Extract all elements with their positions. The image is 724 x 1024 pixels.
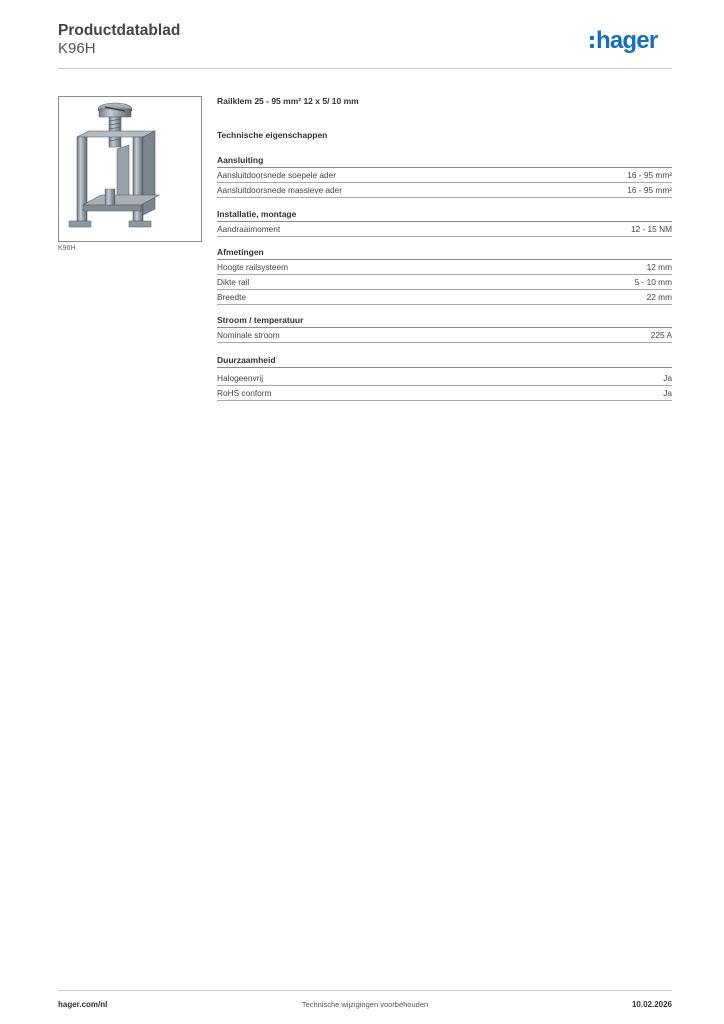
spec-label: Aansluitdoorsnede massieve ader: [217, 185, 342, 195]
spec-label: Breedte: [217, 292, 247, 302]
spec-value: 225 A: [650, 330, 672, 340]
hager-logo: [590, 28, 672, 54]
spec-label: Hoogte railsysteem: [217, 262, 289, 272]
product-code: K96H: [58, 40, 96, 57]
spec-row: [217, 386, 672, 401]
spec-row: [217, 168, 672, 183]
spec-value: 16 - 95 mm²: [627, 170, 672, 180]
spec-value: 16 - 95 mm²: [627, 185, 672, 195]
spec-label: Nominale stroom: [217, 330, 280, 340]
spec-value: Ja: [663, 388, 672, 398]
logo-mark-icon: [590, 36, 594, 50]
spec-label: Aansluitdoorsnede soepele ader: [217, 170, 337, 180]
spec-value: 5 - 10 mm: [634, 277, 672, 287]
section-afmetingen: [217, 246, 672, 305]
footer-notice: Technische wijzigingen voorbehouden: [301, 1000, 429, 1009]
section-stroom: [217, 314, 672, 343]
footer-date: 10.02.2026: [631, 1000, 672, 1009]
product-image: [58, 96, 202, 242]
spec-row: [217, 275, 672, 290]
spec-row: [217, 328, 672, 343]
image-caption: K96H: [58, 245, 76, 252]
page-title: Productdatablad: [58, 22, 181, 39]
spec-row: [217, 290, 672, 305]
section-duurzaamheid: [217, 354, 672, 401]
product-title: Railklem 25 - 95 mm² 12 x 5/ 10 mm: [217, 96, 359, 106]
spec-row: [217, 260, 672, 275]
section-title: Afmetingen: [217, 246, 672, 260]
spec-value: 12 - 15 NM: [630, 224, 672, 234]
page-footer: [58, 990, 672, 1013]
spec-value: 22 mm: [646, 292, 672, 302]
spec-label: Dikte rail: [217, 277, 250, 287]
spec-row: [217, 371, 672, 386]
section-aansluiting: [217, 154, 672, 198]
logo-text: hager: [596, 27, 658, 54]
page-header: [58, 22, 672, 69]
rail-clamp-image: [59, 97, 201, 241]
spec-row: [217, 183, 672, 198]
section-title: Aansluiting: [217, 154, 672, 168]
spec-value: Ja: [663, 373, 672, 383]
tech-properties-heading: Technische eigenschappen: [217, 130, 328, 140]
spec-label: Halogeenvrij: [217, 373, 264, 383]
spec-value: 12 mm: [646, 262, 672, 272]
section-title: Duurzaamheid: [217, 354, 672, 368]
section-installatie: [217, 208, 672, 237]
spec-label: Aandraaimoment: [217, 224, 281, 234]
section-title: Installatie, montage: [217, 208, 672, 222]
spec-row: [217, 222, 672, 237]
section-title: Stroom / temperatuur: [217, 314, 672, 328]
spec-label: RoHS conform: [217, 388, 272, 398]
footer-url[interactable]: hager.com/nl: [58, 1000, 108, 1009]
